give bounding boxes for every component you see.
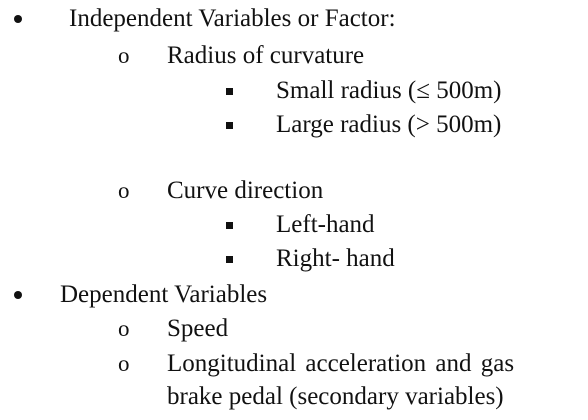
bullet-dot-icon <box>14 291 22 299</box>
bullet-circle-icon: o <box>118 43 130 68</box>
list-item-right-hand <box>0 244 588 274</box>
list-item-label: Small radius (≤ 500m) <box>276 77 502 104</box>
list-item-independent <box>0 4 588 34</box>
list-item-label: Radius of curvature <box>167 42 365 69</box>
bullet-circle-icon: o <box>118 316 130 341</box>
bullet-square-icon <box>226 122 233 129</box>
list-item-label: Independent Variables or Factor: <box>69 5 396 32</box>
list-item-label-line1: Longitudinal acceleration and gas <box>167 350 515 377</box>
list-item-label: Curve direction <box>167 177 324 204</box>
list-item-label: Dependent Variables <box>60 281 268 308</box>
bullet-circle-icon: o <box>118 351 130 376</box>
list-item-label: Speed <box>167 315 229 342</box>
list-item-left-hand <box>0 210 588 240</box>
list-item-acceleration <box>0 349 588 379</box>
bullet-square-icon <box>226 222 233 229</box>
list-item-label: Left-hand <box>276 211 375 238</box>
bullet-circle-icon: o <box>118 178 130 203</box>
bullet-square-icon <box>226 88 233 95</box>
list-item-large-radius <box>0 110 588 140</box>
list-item-small-radius <box>0 76 588 106</box>
list-item-label-line2: brake pedal (secondary variables) <box>167 383 504 410</box>
list-item-dependent <box>0 280 588 310</box>
bullet-square-icon <box>226 256 233 263</box>
list-item-radius <box>0 41 588 71</box>
list-item-acceleration-continued <box>0 382 588 412</box>
bullet-dot-icon <box>14 15 22 23</box>
list-item-speed <box>0 314 588 344</box>
list-item-curve-direction <box>0 176 588 206</box>
list-item-label: Large radius (> 500m) <box>276 111 502 138</box>
list-item-label: Right- hand <box>276 245 395 272</box>
